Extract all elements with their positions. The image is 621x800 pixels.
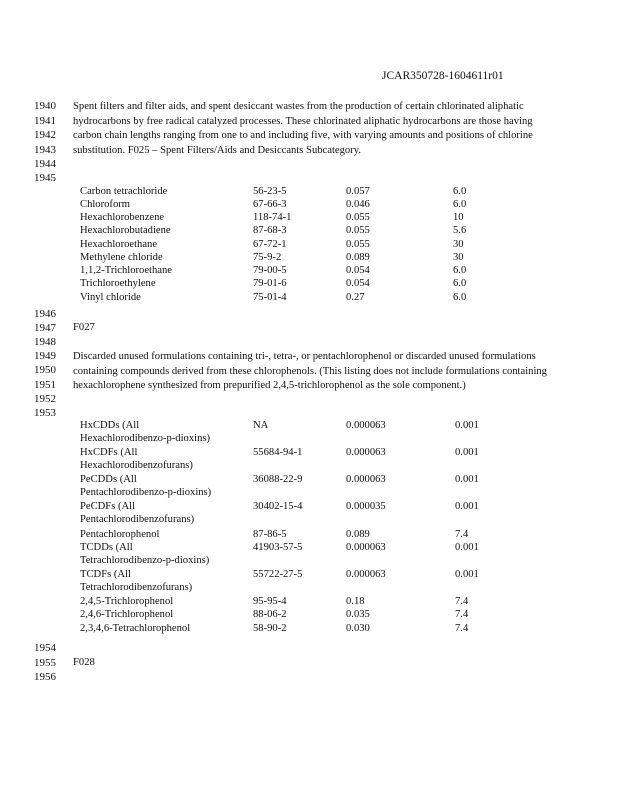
- nonwastewater-standard: 5.6: [453, 225, 467, 236]
- constituent-name: 2,4,5-Trichlorophenol: [80, 596, 174, 607]
- cas-number: 87-86-5: [253, 529, 287, 540]
- nonwastewater-standard: 0.001: [455, 474, 479, 485]
- line-number: 1949: [34, 350, 56, 362]
- constituent-name: PeCDDs (All: [80, 474, 137, 485]
- wastewater-standard: 0.030: [346, 623, 370, 634]
- nonwastewater-standard: 10: [453, 212, 464, 223]
- nonwastewater-standard: 6.0: [453, 186, 467, 197]
- line-number: 1946: [34, 308, 56, 320]
- constituent-name: Carbon tetrachloride: [80, 186, 168, 197]
- cas-number: 56-23-5: [253, 186, 287, 197]
- nonwastewater-standard: 7.4: [455, 596, 469, 607]
- cas-number: NA: [253, 420, 269, 431]
- line-number: 1952: [34, 393, 56, 405]
- constituent-name: 2,3,4,6-Tetrachlorophenol: [80, 623, 191, 634]
- nonwastewater-standard: 0.001: [455, 569, 479, 580]
- line-number: 1948: [34, 336, 56, 348]
- wastewater-standard: 0.055: [346, 239, 370, 250]
- cas-number: 79-01-6: [253, 278, 287, 289]
- constituent-name-continued: Hexachlorodibenzo-p-dioxins): [80, 433, 211, 444]
- line-number: 1950: [34, 364, 56, 376]
- constituent-name-continued: Pentachlorodibenzo-p-dioxins): [80, 487, 212, 498]
- wastewater-standard: 0.000035: [346, 501, 386, 512]
- nonwastewater-standard: 6.0: [453, 292, 467, 303]
- paragraph-f027: Discarded unused formulations containing tri-, tetra-, or pentachlorophenol or discarded unused formulations containing compounds derived from these chlorophenols. (This listing does not include formulations containing hexachlorophene synthesized from prepurified 2,4,5-trichlorophenol as the sole component.): [73, 351, 547, 391]
- waste-code-f028: F028: [73, 657, 95, 668]
- line-number: 1943: [34, 144, 56, 156]
- cas-number: 75-9-2: [253, 252, 282, 263]
- constituent-name: Hexachlorobenzene: [80, 212, 165, 223]
- line-number: 1954: [34, 642, 56, 654]
- constituent-name: 2,4,6-Trichlorophenol: [80, 609, 174, 620]
- constituent-name: Hexachloroethane: [80, 239, 158, 250]
- wastewater-standard: 0.000063: [346, 420, 386, 431]
- constituent-name: Chloroform: [80, 199, 131, 210]
- nonwastewater-standard: 7.4: [455, 529, 469, 540]
- nonwastewater-standard: 7.4: [455, 623, 469, 634]
- line-number: 1942: [34, 129, 56, 141]
- wastewater-standard: 0.035: [346, 609, 370, 620]
- wastewater-standard: 0.046: [346, 199, 370, 210]
- wastewater-standard: 0.000063: [346, 569, 386, 580]
- nonwastewater-standard: 30: [453, 239, 464, 250]
- constituent-name-continued: Tetrachlorodibenzo-p-dioxins): [80, 555, 210, 566]
- line-number: 1941: [34, 115, 56, 127]
- line-number: 1953: [34, 407, 56, 419]
- nonwastewater-standard: 7.4: [455, 609, 469, 620]
- cas-number: 67-66-3: [253, 199, 287, 210]
- line-number: 1956: [34, 671, 56, 683]
- constituent-name: Methylene chloride: [80, 252, 163, 263]
- nonwastewater-standard: 0.001: [455, 542, 479, 553]
- constituent-name: Pentachlorophenol: [80, 529, 160, 540]
- cas-number: 88-06-2: [253, 609, 287, 620]
- cas-number: 55684-94-1: [253, 447, 303, 458]
- constituent-name: Hexachlorobutadiene: [80, 225, 171, 236]
- cas-number: 118-74-1: [253, 212, 292, 223]
- cas-number: 75-01-4: [253, 292, 287, 303]
- wastewater-standard: 0.000063: [346, 542, 386, 553]
- wastewater-standard: 0.055: [346, 225, 370, 236]
- wastewater-standard: 0.057: [346, 186, 370, 197]
- wastewater-standard: 0.27: [346, 292, 365, 303]
- nonwastewater-standard: 0.001: [455, 501, 479, 512]
- cas-number: 95-95-4: [253, 596, 287, 607]
- cas-number: 87-68-3: [253, 225, 287, 236]
- constituent-name-continued: Hexachlorodibenzofurans): [80, 460, 193, 471]
- constituent-name: Trichloroethylene: [80, 278, 156, 289]
- constituent-name: PeCDFs (All: [80, 501, 136, 512]
- line-number: 1940: [34, 100, 56, 112]
- cas-number: 67-72-1: [253, 239, 287, 250]
- constituent-name: 1,1,2-Trichloroethane: [80, 265, 172, 276]
- wastewater-standard: 0.054: [346, 278, 370, 289]
- cas-number: 55722-27-5: [253, 569, 303, 580]
- document-id: JCAR350728-1604611r01: [382, 70, 504, 82]
- wastewater-standard: 0.18: [346, 596, 365, 607]
- line-number: 1944: [34, 158, 56, 170]
- nonwastewater-standard: 0.001: [455, 447, 479, 458]
- nonwastewater-standard: 6.0: [453, 265, 467, 276]
- nonwastewater-standard: 0.001: [455, 420, 479, 431]
- cas-number: 36088-22-9: [253, 474, 303, 485]
- constituent-name: Vinyl chloride: [80, 292, 141, 303]
- waste-code-f027: F027: [73, 322, 95, 333]
- wastewater-standard: 0.055: [346, 212, 370, 223]
- constituent-name-continued: Pentachlorodibenzofurans): [80, 514, 195, 525]
- constituent-name: HxCDDs (All: [80, 420, 140, 431]
- cas-number: 79-00-5: [253, 265, 287, 276]
- line-number: 1945: [34, 172, 56, 184]
- wastewater-standard: 0.000063: [346, 474, 386, 485]
- cas-number: 58-90-2: [253, 623, 287, 634]
- constituent-name-continued: Tetrachlorodibenzofurans): [80, 582, 193, 593]
- cas-number: 41903-57-5: [253, 542, 303, 553]
- nonwastewater-standard: 30: [453, 252, 464, 263]
- line-number: 1955: [34, 657, 56, 669]
- constituent-name: HxCDFs (All: [80, 447, 138, 458]
- line-number: 1947: [34, 322, 56, 334]
- paragraph-f025: Spent filters and filter aids, and spent desiccant wastes from the production of certain chlorinated aliphatic hydrocarbons by free radical catalyzed processes. These chlorinated aliphatic hydrocarbons are those having carbon chain lengths ranging from one to and including five, with varying amounts and positions of chlorine substitution. F025 – Spent Filters/Aids and Desiccants Subcategory.: [73, 101, 533, 156]
- constituent-name: TCDFs (All: [80, 569, 131, 580]
- cas-number: 30402-15-4: [253, 501, 303, 512]
- constituent-name: TCDDs (All: [80, 542, 133, 553]
- wastewater-standard: 0.089: [346, 252, 370, 263]
- nonwastewater-standard: 6.0: [453, 278, 467, 289]
- nonwastewater-standard: 6.0: [453, 199, 467, 210]
- wastewater-standard: 0.054: [346, 265, 370, 276]
- wastewater-standard: 0.000063: [346, 447, 386, 458]
- line-number: 1951: [34, 379, 56, 391]
- wastewater-standard: 0.089: [346, 529, 370, 540]
